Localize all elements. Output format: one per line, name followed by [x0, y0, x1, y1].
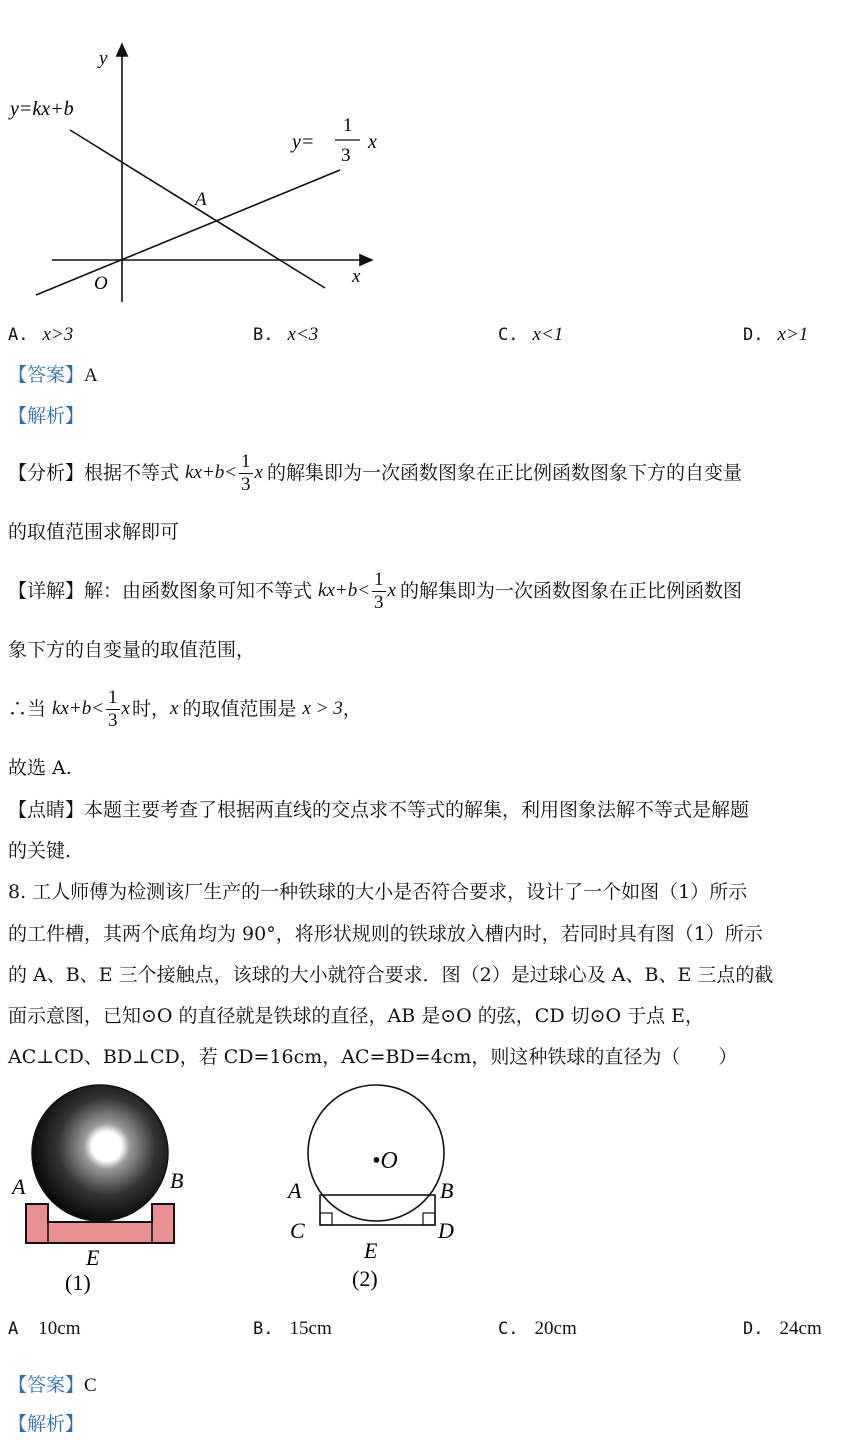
xiangjie-pre: 解：由函数图象可知不等式 [84, 580, 313, 602]
q8-option-b[interactable] [253, 1316, 332, 1341]
xiangjie-tag: 【详解】 [8, 580, 85, 602]
label-c: C [290, 1218, 305, 1243]
label-a: A [12, 1174, 26, 1199]
therefore-var: x [121, 698, 130, 719]
line-one-third-label-num: 1 [343, 115, 353, 136]
therefore-mid: 时， [131, 698, 170, 720]
figure-caption-1: (1) [65, 1270, 91, 1295]
line-one-third-label-var: x [368, 131, 377, 153]
fenxi-tag: 【分析】 [8, 462, 85, 484]
ball-groove-figure [0, 1080, 200, 1300]
q7-option-d[interactable] [743, 322, 808, 347]
fenxi-pre: 根据不等式 [84, 462, 180, 484]
q7-dianjing-line1 [8, 798, 749, 822]
option-letter: D. [743, 325, 764, 345]
fenxi-post: 的解集即为一次函数图象在正比例函数图象下方的自变量 [266, 462, 742, 484]
answer-tag: 【答案】 [8, 1374, 85, 1396]
q8-answer [8, 1373, 97, 1398]
option-letter: B. [253, 325, 274, 345]
q8-stem-line4: 面示意图，已知⊙O 的直径就是铁球的直径，AB 是⊙O 的弦，CD 切⊙O 于点 E， [8, 1005, 705, 1027]
answer-value: C [84, 1375, 97, 1396]
fraction-one-third [239, 451, 253, 496]
function-graph-figure [0, 30, 400, 320]
option-letter: B. [253, 1319, 274, 1339]
answer-tag: 【答案】 [8, 364, 85, 386]
q8-stem-line2: 的工件槽，其两个底角均为 90°，将形状规则的铁球放入槽内时，若同时具有图（1）所示 [8, 923, 763, 945]
option-text: x>1 [777, 324, 809, 345]
q8-option-a[interactable] [8, 1316, 81, 1341]
q7-dianjing-line2: 的关键. [8, 840, 72, 862]
option-text: x<3 [287, 324, 319, 345]
q7-option-b[interactable] [253, 322, 318, 347]
fraction-num: 1 [108, 686, 118, 708]
origin-label: O [94, 273, 108, 294]
fraction-den: 3 [108, 709, 118, 731]
option-text: 15cm [289, 1318, 332, 1339]
q8-option-d[interactable] [743, 1316, 822, 1341]
therefore-var2: x [169, 698, 179, 719]
q8-stem-line3: 的 A、B、E 三个接触点，该球的大小就符合要求．图（2）是过球心及 A、B、E 三点的截 [8, 964, 774, 986]
fenxi-expr: kx+b< [185, 462, 238, 483]
q8-option-c[interactable] [498, 1316, 577, 1341]
intersection-point-label: A [195, 189, 207, 210]
q7-fenxi-line1 [8, 447, 742, 499]
line-kx-plus-b-label: y=kx+b [10, 98, 74, 120]
circle-section-figure [280, 1080, 480, 1300]
y-axis-label: y [99, 48, 108, 69]
figure-caption-2: (2) [352, 1266, 378, 1291]
therefore-pre: ∴当 [8, 698, 47, 720]
label-e: E [86, 1245, 100, 1270]
xiangjie-expr: kx+b< [318, 580, 371, 601]
label-b: B [170, 1168, 184, 1193]
option-text: 10cm [38, 1318, 81, 1339]
therefore-mid2: 的取值范围是 [182, 698, 297, 720]
xiangjie-var: x [387, 580, 396, 601]
q7-therefore-line [8, 683, 362, 735]
option-text: 24cm [779, 1318, 822, 1339]
therefore-end: ， [342, 698, 362, 720]
fraction-den: 3 [241, 473, 251, 495]
label-d: D [438, 1218, 454, 1243]
q7-xiangjie-line1 [8, 565, 742, 617]
q8-stem-line5: AC⊥CD、BD⊥CD，若 CD=16cm，AC=BD=4cm，则这种铁球的直径为（ ） [8, 1046, 738, 1068]
q7-option-a[interactable] [8, 322, 73, 347]
option-letter: D. [743, 1319, 764, 1339]
option-letter: C. [498, 325, 519, 345]
answer-value: A [84, 365, 98, 386]
q7-answer [8, 363, 98, 388]
q7-xiangjie-line2: 象下方的自变量的取值范围， [8, 639, 256, 661]
fraction-num: 1 [374, 568, 384, 590]
right-angle-d [423, 1213, 435, 1225]
therefore-expr: kx+b< [52, 698, 105, 719]
option-letter: A [8, 1319, 19, 1339]
x-axis-label: x [352, 266, 361, 287]
q8-analysis-tag: 【解析】 [8, 1413, 85, 1435]
line-one-third-label-prefix: y= [292, 131, 315, 153]
xiangjie-post: 的解集即为一次函数图象在正比例函数图 [399, 580, 742, 602]
q7-option-c[interactable] [498, 322, 563, 347]
line-one-third-label-den: 3 [341, 145, 351, 166]
label-b: B [440, 1178, 454, 1203]
option-text: 20cm [534, 1318, 577, 1339]
option-letter: A. [8, 325, 29, 345]
fraction-num: 1 [241, 450, 251, 472]
right-angle-c [320, 1213, 332, 1225]
option-text: x>3 [42, 324, 74, 345]
fraction-one-third [106, 687, 120, 732]
therefore-result: x > 3 [302, 698, 343, 719]
q8-stem-line1: 8. 工人师傅为检测该厂生产的一种铁球的大小是否符合要求，设计了一个如图（1）所示 [8, 881, 748, 903]
fraction-one-third [372, 569, 386, 614]
dianjing-tag: 【点睛】 [8, 799, 85, 821]
option-letter: C. [498, 1319, 519, 1339]
q7-fenxi-line2: 的取值范围求解即可 [8, 521, 180, 543]
dianjing-text: 本题主要考查了根据两直线的交点求不等式的解集，利用图象法解不等式是解题 [84, 799, 750, 821]
label-o: •O [372, 1148, 398, 1174]
iron-ball [32, 1085, 168, 1221]
fraction-den: 3 [374, 591, 384, 613]
fenxi-var: x [254, 462, 263, 483]
line-one-third-x [36, 170, 340, 295]
label-e: E [364, 1238, 378, 1263]
label-a: A [288, 1178, 302, 1203]
q7-analysis-tag: 【解析】 [8, 405, 85, 427]
q7-choose: 故选 A. [8, 757, 72, 779]
option-text: x<1 [532, 324, 564, 345]
